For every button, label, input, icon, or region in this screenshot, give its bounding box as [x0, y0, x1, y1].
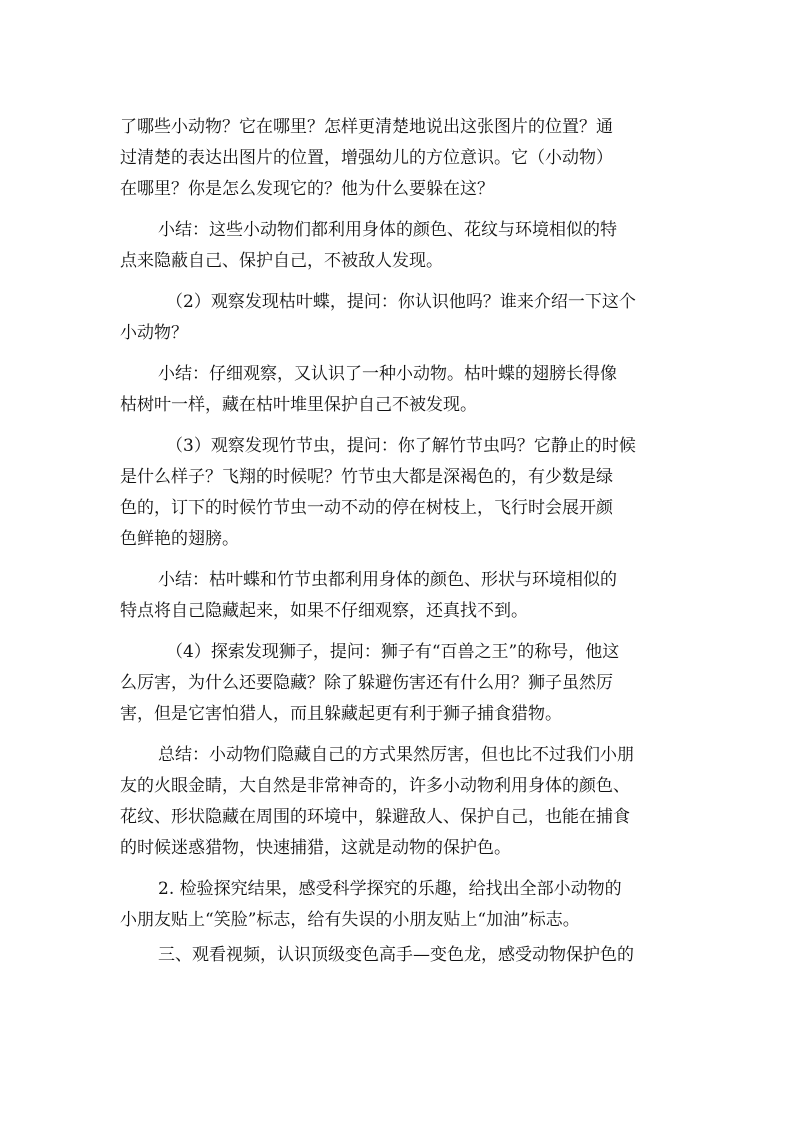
paragraph-step-2-dead-leaf-butterfly — [120, 287, 680, 349]
text-line: 2. 检验探究结果，感受科学探究的乐趣，给找出全部小动物的 — [158, 879, 622, 899]
text-line: 特点将自己隐藏起来，如果不仔细观察，还真找不到。 — [120, 601, 528, 621]
document-body — [120, 112, 680, 971]
text-line: 么厉害，为什么还要隐藏？除了躲避伤害还有什么用？狮子虽然厉 — [120, 673, 613, 693]
text-line: 枯树叶一样，藏在枯叶堆里保护自己不被发现。 — [120, 395, 477, 415]
paragraph-verify-results — [120, 874, 680, 936]
text-line: 三、观看视频，认识顶级变色高手—变色龙，感受动物保护色的 — [158, 945, 634, 965]
text-line: 了哪些小动物？它在哪里？怎样更清楚地说出这张图片的位置？通 — [120, 117, 613, 137]
text-line: 小结：这些小动物们都利用身体的颜色、花纹与环境相似的特 — [158, 220, 617, 240]
paragraph-conclusion — [120, 740, 680, 864]
text-line: 害，但是它害怕猎人，而且躲藏起更有利于狮子捕食猎物。 — [120, 704, 562, 724]
paragraph-step-4-lion — [120, 637, 680, 730]
text-line: 小结：枯叶蝶和竹节虫都利用身体的颜色、形状与环境相似的 — [158, 570, 617, 590]
text-line: 小动物？ — [120, 323, 188, 343]
text-line: （4）探索发现狮子，提问：狮子有“百兽之王”的称号，他这 — [166, 642, 620, 662]
text-line: 过清楚的表达出图片的位置，增强幼儿的方位意识。它（小动物） — [120, 148, 613, 168]
text-line: （3）观察发现竹节虫，提问：你了解竹节虫吗？它静止的时候 — [166, 436, 636, 456]
paragraph-summary-3 — [120, 565, 680, 627]
text-line: 点来隐蔽自己、保护自己，不被敌人发现。 — [120, 251, 443, 271]
paragraph-section-3-video — [120, 940, 680, 971]
paragraph-summary-2 — [120, 359, 680, 421]
text-line: 小结：仔细观察，又认识了一种小动物。枯叶蝶的翅膀长得像 — [158, 364, 617, 384]
paragraph-step-3-stick-insect — [120, 431, 680, 555]
text-line: 总结：小动物们隐藏自己的方式果然厉害，但也比不过我们小朋 — [158, 745, 634, 765]
text-line: 色的，订下的时候竹节虫一动不动的停在树枝上，飞行时会展开颜 — [120, 498, 613, 518]
text-line: 的时候迷惑猎物，快速捕猎，这就是动物的保护色。 — [120, 838, 511, 858]
text-line: 友的火眼金睛，大自然是非常神奇的，许多小动物利用身体的颜色、 — [120, 776, 630, 796]
paragraph-summary-1 — [120, 215, 680, 277]
text-line: （2）观察发现枯叶蝶，提问：你认识他吗？谁来介绍一下这个 — [166, 292, 636, 312]
text-line: 是什么样子？飞翔的时候呢？竹节虫大都是深褐色的，有少数是绿 — [120, 467, 613, 487]
text-line: 色鲜艳的翅膀。 — [120, 529, 239, 549]
text-line: 小朋友贴上“笑脸”标志，给有失误的小朋友贴上“加油”标志。 — [120, 910, 580, 930]
text-line: 在哪里？你是怎么发现它的？他为什么要躲在这？ — [120, 179, 494, 199]
text-line: 花纹、形状隐藏在周围的环境中，躲避敌人、保护自己，也能在捕食 — [120, 807, 630, 827]
paragraph-intro-questions — [120, 112, 680, 205]
